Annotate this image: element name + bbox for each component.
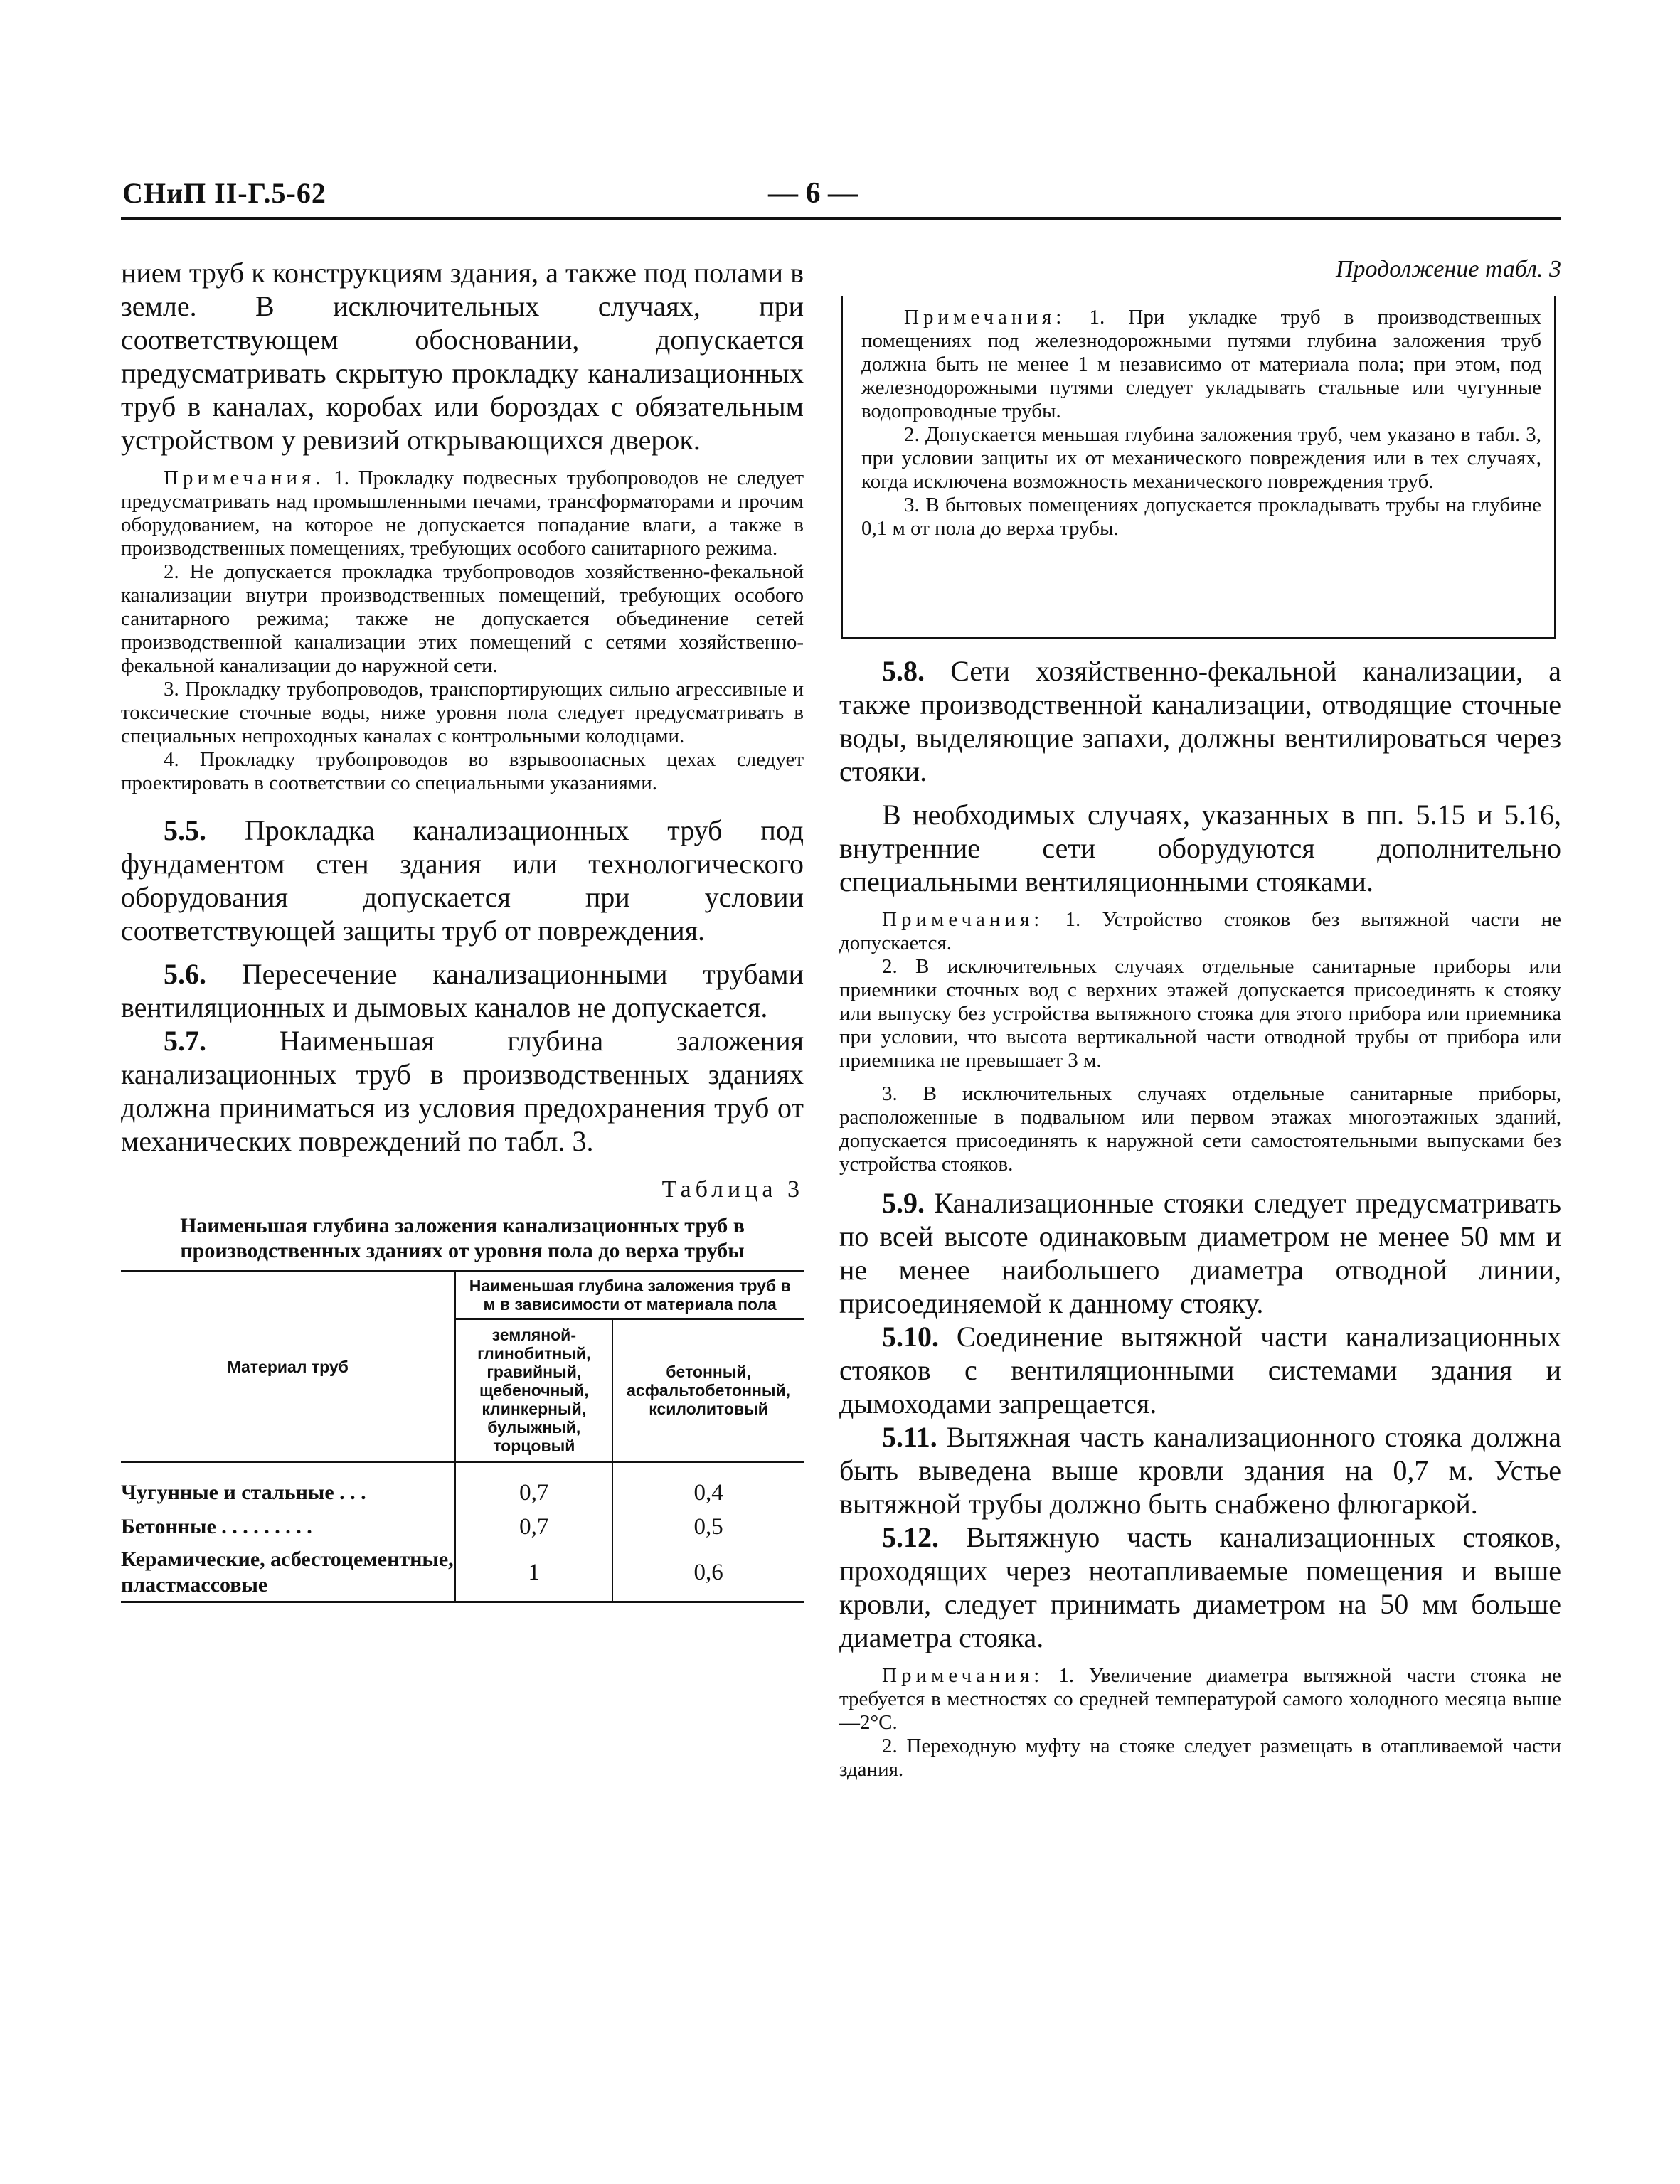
clause-5-12-note-2: 2. Переходную муфту на стояке следует размещать в отапливаемой части здания. [839,1735,1561,1781]
table-cell-value: 1 [455,1544,612,1602]
clause-5-7 [121,1024,804,1158]
table-note-1 [861,306,1541,423]
notes-heading: Примечания: [904,306,1066,329]
table-cell-material: Чугунные и стальные . . . [121,1462,455,1511]
page-number: — 6 — [768,177,858,210]
clause-5-12 [839,1520,1561,1654]
notes-heading: Примечания. [164,467,325,489]
clause-number: 5.10. [882,1321,939,1353]
table-row [121,1462,804,1511]
table-note-3: 3. В бытовых помещениях допускается прокладывать трубы на глубине 0,1 м от пола до верха трубы. [861,494,1541,540]
table-continuation-label: Продолжение табл. 3 [1335,256,1561,282]
note-1 [121,467,804,560]
clause-5-5 [121,814,804,947]
clause-text: Вытяжную часть канализационных стояков, проходящих через неотапливаемые помещения и выше кровли, следует принимать диаметром на 50 мм больше диаметра стояка. [839,1521,1562,1653]
notes-heading: Примечания: [882,1664,1044,1687]
table-cell-material: Бетонные . . . . . . . . . [121,1510,455,1544]
clause-text: Сети хозяйственно-фекальной канализации, а также производственной канализации, отводящие сточные воды, выделяющие запахи, должны вентилироваться через стояки. [839,655,1561,787]
clause-number: 5.6. [164,958,206,990]
table-row [121,1544,804,1602]
subheader-floor-concrete: бетонный, асфальтобетонный, ксилолитовый [612,1319,804,1462]
clause-5-8 [839,654,1561,788]
table-row [121,1510,804,1544]
table-notes-frame [841,296,1556,639]
clause-5-8-cont: В необходимых случаях, указанных в пп. 5.15 и 5.16, внутренние сети оборудуются дополнительно специальными вентиляционными стояками. [839,799,1561,897]
clause-5-12-note-1 [839,1664,1561,1735]
table-cell-value: 0,4 [693,1480,723,1506]
clause-5-8-note-1 [839,908,1561,955]
clause-text: Наименьшая глубина заложения канализационных труб в производственных зданиях должна приниматься из условия предохранения труб от механических повреждений по табл. 3. [121,1025,804,1157]
left-column [121,256,804,1603]
clause-5-8-note-3: 3. В исключительных случаях отдельные санитарные приборы, расположенные в подвальном или первом этажах многоэтажных зданий, допускается присоединять к наружной сети самостоятельными выпусками без устройства стояков. [839,1082,1561,1176]
header-rule [121,217,1561,220]
table-cell-value: 0,6 [612,1544,804,1602]
right-column [839,654,1561,1781]
clause-number: 5.5. [164,814,206,846]
clause-text: Канализационные стояки следует предусматривать по всей высоте одинаковым диаметром не менее 50 мм и не менее наибольшего диаметра отводной линии, присоединяемой к данному стояку. [839,1187,1561,1319]
clause-text: Вытяжная часть канализационного стояка должна быть выведена выше кровли здания на 0,7 м. Устье вытяжной трубы должно быть снабжено флюгаркой. [839,1421,1561,1520]
clause-number: 5.7. [164,1025,206,1057]
clause-number: 5.8. [882,655,925,687]
clause-5-9 [839,1186,1561,1320]
table-note-1-text: 1. При укладке труб в производственных помещениях под железнодорожными путями глубина заложения труб должна быть не менее 1 м независимо от материала пола; при этом, под железнодорожными путями следует укладывать стальные или чугунные водопроводные трубы. [861,306,1541,422]
clause-5-10 [839,1320,1561,1420]
note-text: 1. Увеличение диаметра вытяжной части стояка не требуется в местностях со средней температурой самого холодного месяца выше —2°С. [839,1664,1561,1734]
table-note-2: 2. Допускается меньшая глубина заложения труб, чем указано в табл. 3, при условии защиты их от механического повреждения или в тех случаях, когда исключена возможность механического повреждения труб. [861,423,1541,493]
clause-number: 5.9. [882,1187,925,1219]
table-title: Наименьшая глубина заложения канализационных труб в производственных зданиях от уровня пола до верха трубы [180,1214,745,1262]
note-3: 3. Прокладку трубопроводов, транспортирующих сильно агрессивные и токсические сточные воды, ниже уровня пола следует предусматривать в специальных непроходных каналах с контрольными колодцами. [121,678,804,747]
document-code: СНиП II-Г.5-62 [122,177,326,209]
clause-text: Прокладка канализационных труб под фундаментом стен здания или технологического оборудования допускается при условии соответствующей защиты труб от повреждения. [121,814,804,947]
clause-number: 5.12. [882,1521,939,1553]
note-4: 4. Прокладку трубопроводов во взрывоопасных цехах следует проектировать в соответствии со специальными указаниями. [121,748,804,794]
table-cell-material: Керамические, асбестоцементные, пластмассовые [121,1544,455,1602]
column-header-material: Материал труб [121,1272,455,1462]
subheader-floor-earth: земляной-глинобитный, гравийный, щебеночный, клинкерный, булыжный, торцовый [455,1319,612,1462]
table-cell-value: 0,7 [455,1462,612,1511]
clause-text: Соединение вытяжной части канализационных стояков с вентиляционными системами здания и дымоходами запрещается. [839,1321,1562,1419]
clause-number: 5.11. [882,1421,937,1453]
notes-heading: Примечания: [882,908,1044,931]
table-label: Таблица 3 [661,1176,804,1203]
note-2: 2. Не допускается прокладка трубопроводов хозяйственно-фекальной канализации внутри производственных помещений, требующих особого санитарного режима; также не допускается объединение сетей производственной канализации этих помещений с сетями хозяйственно-фекальной канализации до наружной сети. [121,560,804,677]
depth-table [121,1270,804,1603]
clause-5-6 [121,957,804,1024]
table-cell-value: 0,7 [455,1510,612,1544]
table-cell-value: 0,5 [693,1514,723,1540]
column-header-depth: Наименьшая глубина заложения труб в м в зависимости от материала пола [455,1272,804,1319]
note-text: 1. Устройство стояков без вытяжной части не допускается. [839,908,1561,954]
clause-5-11 [839,1420,1561,1520]
note-1-text: 1. Прокладку подвесных трубопроводов не следует предусматривать над промышленными печами, трансформаторами и прочим оборудованием, на которое не допускается попадание влаги, а также в производственных помещениях, требующих особого санитарного режима. [121,467,804,560]
clause-text: Пересечение канализационными трубами вентиляционных и дымовых каналов не допускается. [121,958,804,1023]
paragraph-continuation: нием труб к конструкциям здания, а также под полами в земле. В исключительных случаях, при соответствующем обосновании, допускается предусматривать скрытую прокладку канализационных труб в каналах, коробах или бороздах с обязательным устройством у ревизий открывающихся дверок. [121,257,804,456]
clause-5-8-note-2: 2. В исключительных случаях отдельные санитарные приборы или приемники сточных вод с верхних этажей допускается присоединять к стояку или выпуску без устройства вытяжного стояка для этого прибора или приемника при условии, что высота вертикальной части отводной трубы от прибора или приемника не превышает 3 м. [839,955,1561,1072]
